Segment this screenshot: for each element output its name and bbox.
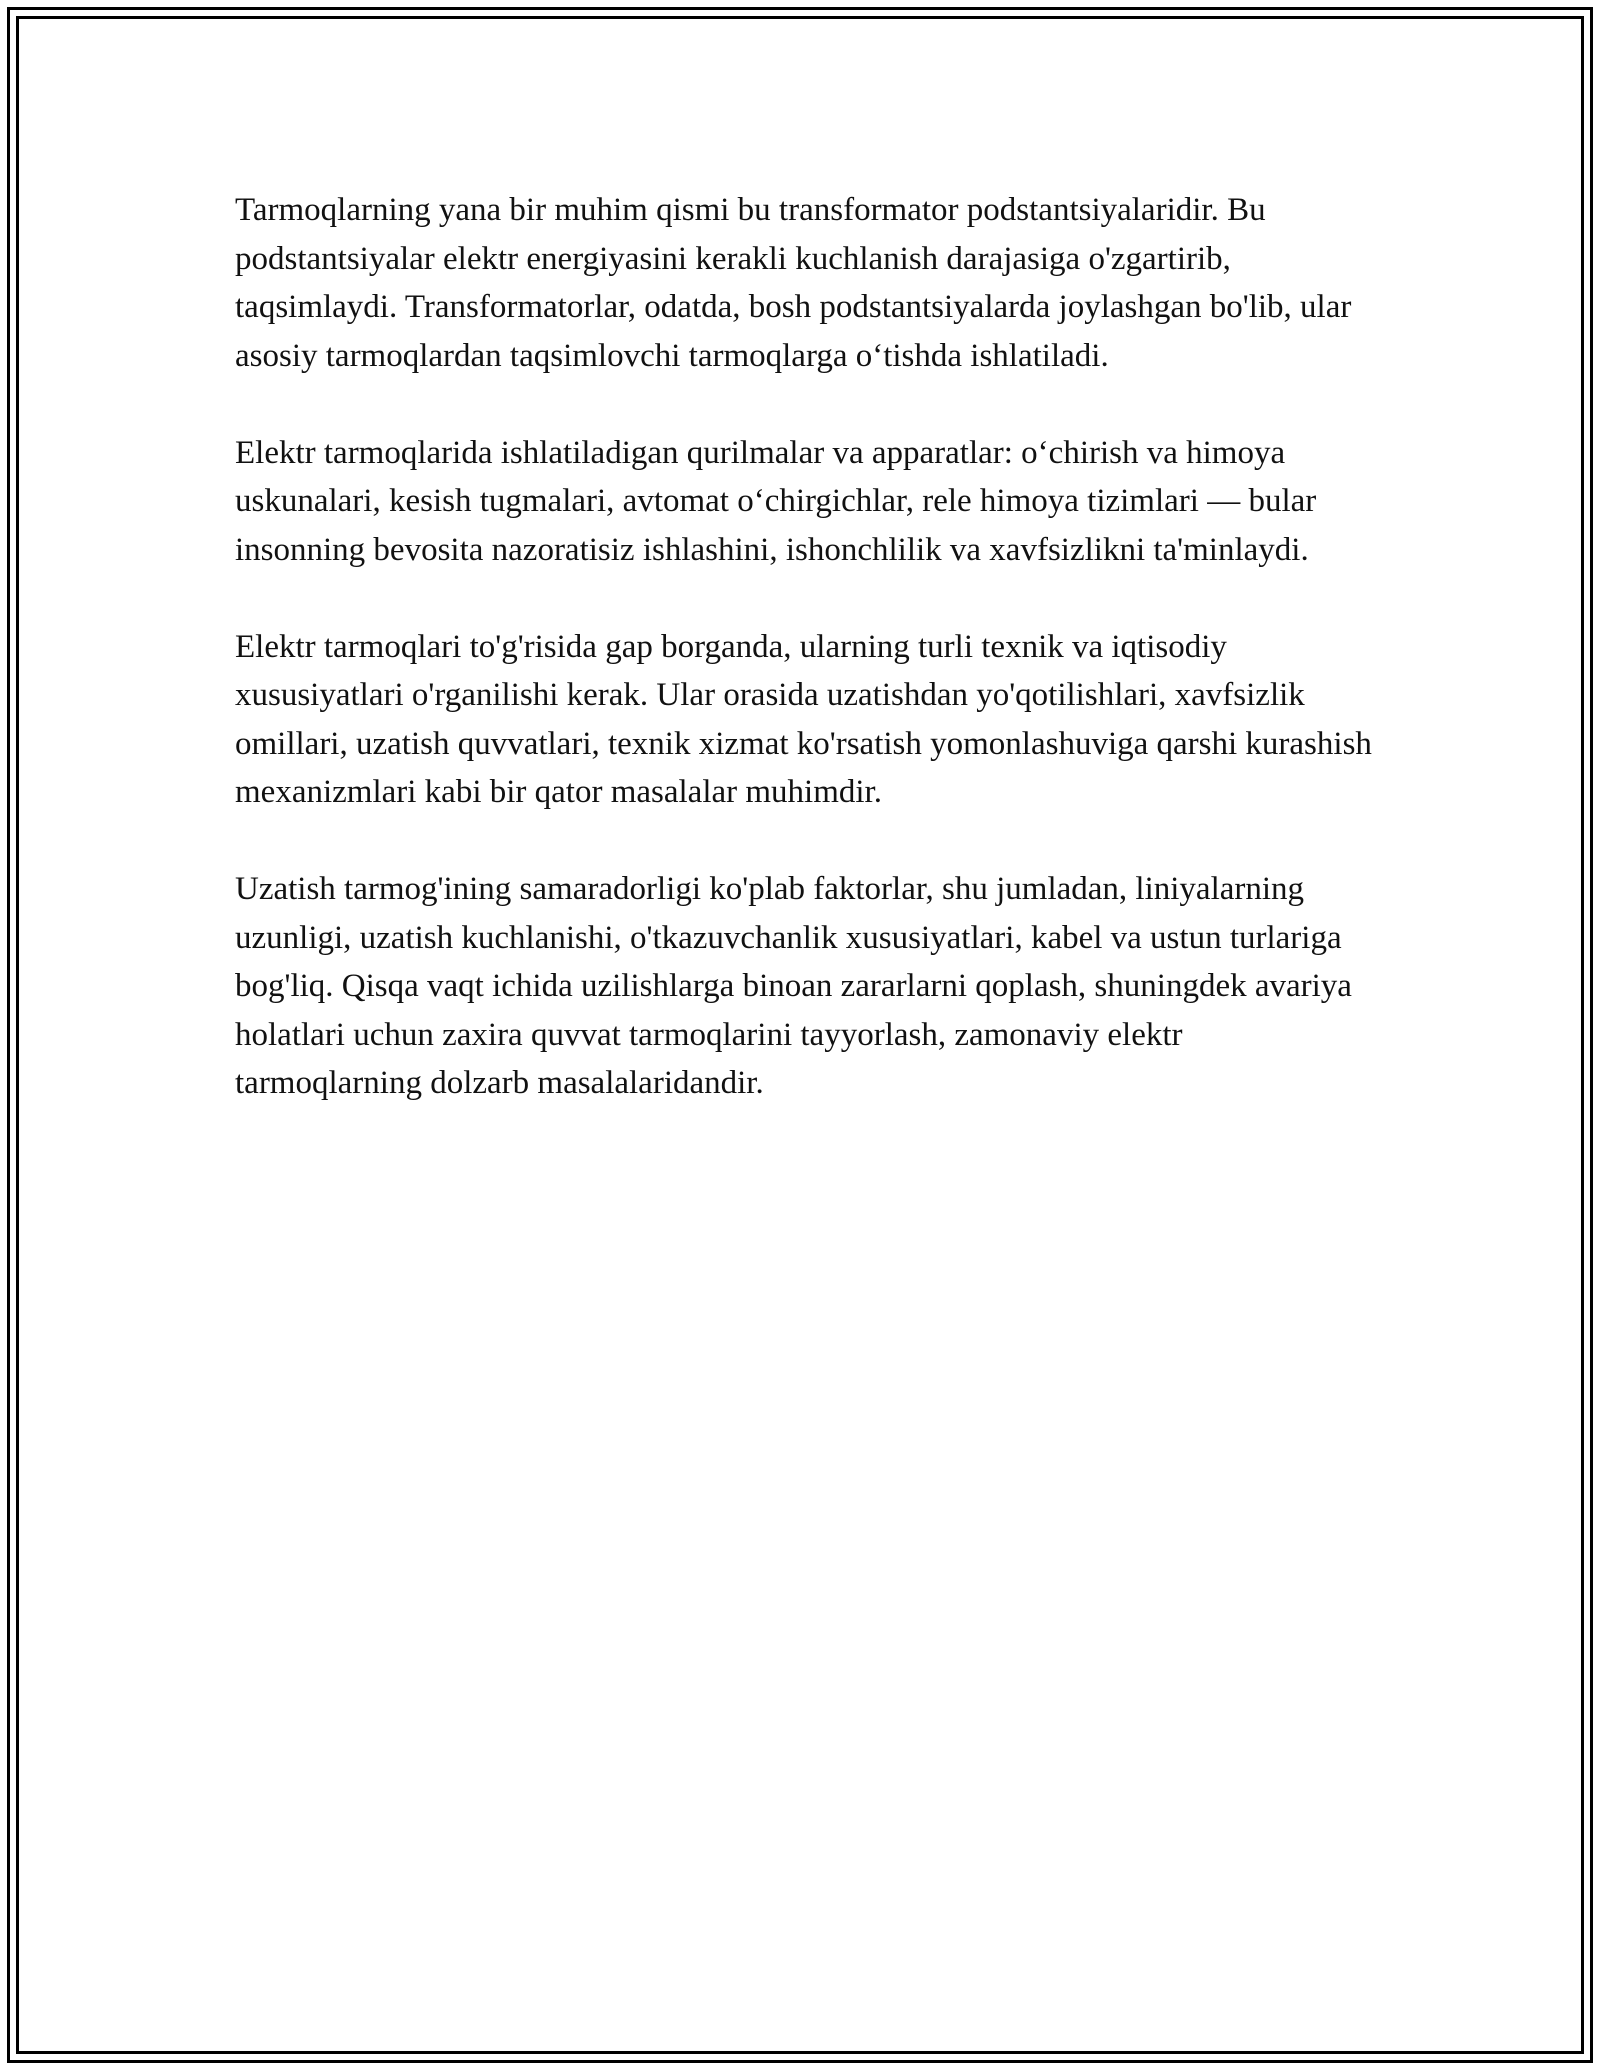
paragraph-network-characteristics: Elektr tarmoqlari to'g'risida gap borganda, ularning turli texnik va iqtisodiy xususiyatlari o'rganilishi kerak. Ular orasida uzatishdan yo'qotilishlari, xavfsizlik omillari, uzatish quvvatlari, texnik xizmat ko'rsatish yomonlashuviga qarshi kurashish mexanizmlari kabi bir qator masalalar muhimdir. (235, 628, 1372, 810)
paragraph-protection-devices: Elektr tarmoqlarida ishlatiladigan qurilmalar va apparatlar: o‘chirish va himoya uskunalari, kesish tugmalari, avtomat o‘chirgichlar, rele himoya tizimlari — bular insonning bevosita nazoratisiz ishlashini, ishonchlilik va xavfsizlikni ta'minlaydi. (235, 434, 1317, 568)
paragraph-transformer-substations: Tarmoqlarning yana bir muhim qismi bu transformator podstantsiyalaridir. Bu podstantsiyalar elektr energiyasini kerakli kuchlanish darajasiga o'zgartirib, taqsimlaydi. Transformatorlar, odatda, bosh podstantsiyalarda joylashgan bo'lib, ular asosiy tarmoqlardan taqsimlovchi tarmoqlarga o‘tishda ishlatiladi. (235, 192, 1352, 374)
paragraph-transmission-efficiency: Uzatish tarmog'ining samaradorligi ko'plab faktorlar, shu jumladan, liniyalarning uzunligi, uzatish kuchlanishi, o'tkazuvchanlik xususiyatlari, kabel va ustun turlariga bog'liq. Qisqa vaqt ichida uzilishlarga binoan zararlarni qoplash, shuningdek avariya holatlari uchun zaxira quvvat tarmoqlarini tayyorlash, zamonaviy elektr tarmoqlarning dolzarb masalalaridandir. (235, 871, 1352, 1101)
document-body (235, 186, 1375, 1156)
